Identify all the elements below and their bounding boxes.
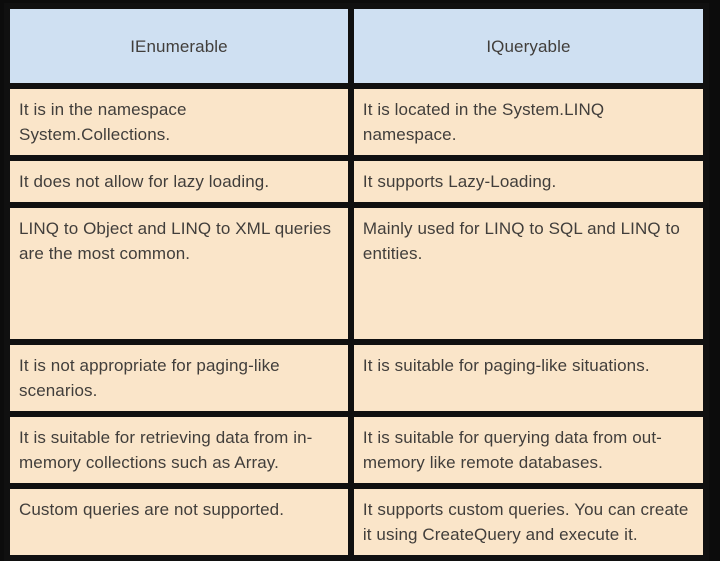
cell-iqueryable-lazy-loading: It supports Lazy-Loading. xyxy=(351,158,706,205)
header-cell-ienumerable: IEnumerable xyxy=(7,6,351,86)
cell-ienumerable-paging: It is not appropriate for paging-like scenarios. xyxy=(7,342,351,414)
cell-iqueryable-usage: Mainly used for LINQ to SQL and LINQ to entities. xyxy=(351,205,706,342)
cell-ienumerable-lazy-loading: It does not allow for lazy loading. xyxy=(7,158,351,205)
table-frame xyxy=(4,3,709,544)
comparison-table xyxy=(4,3,709,561)
cell-ienumerable-usage: LINQ to Object and LINQ to XML queries are the most common. xyxy=(7,205,351,342)
cell-iqueryable-custom-queries: It supports custom queries. You can create it using CreateQuery and execute it. xyxy=(351,486,706,558)
cell-iqueryable-memory: It is suitable for querying data from out-memory like remote databases. xyxy=(351,414,706,486)
header-cell-iqueryable: IQueryable xyxy=(351,6,706,86)
table-row xyxy=(7,205,706,342)
table-row xyxy=(7,414,706,486)
cell-ienumerable-namespace: It is in the namespace System.Collections. xyxy=(7,86,351,158)
table-row xyxy=(7,342,706,414)
cell-iqueryable-namespace: It is located in the System.LINQ namespace. xyxy=(351,86,706,158)
table-row xyxy=(7,486,706,558)
cell-ienumerable-memory: It is suitable for retrieving data from in-memory collections such as Array. xyxy=(7,414,351,486)
cell-ienumerable-custom-queries: Custom queries are not supported. xyxy=(7,486,351,558)
table-row xyxy=(7,158,706,205)
cell-iqueryable-paging: It is suitable for paging-like situations. xyxy=(351,342,706,414)
header-row xyxy=(7,6,706,86)
table-row xyxy=(7,86,706,158)
